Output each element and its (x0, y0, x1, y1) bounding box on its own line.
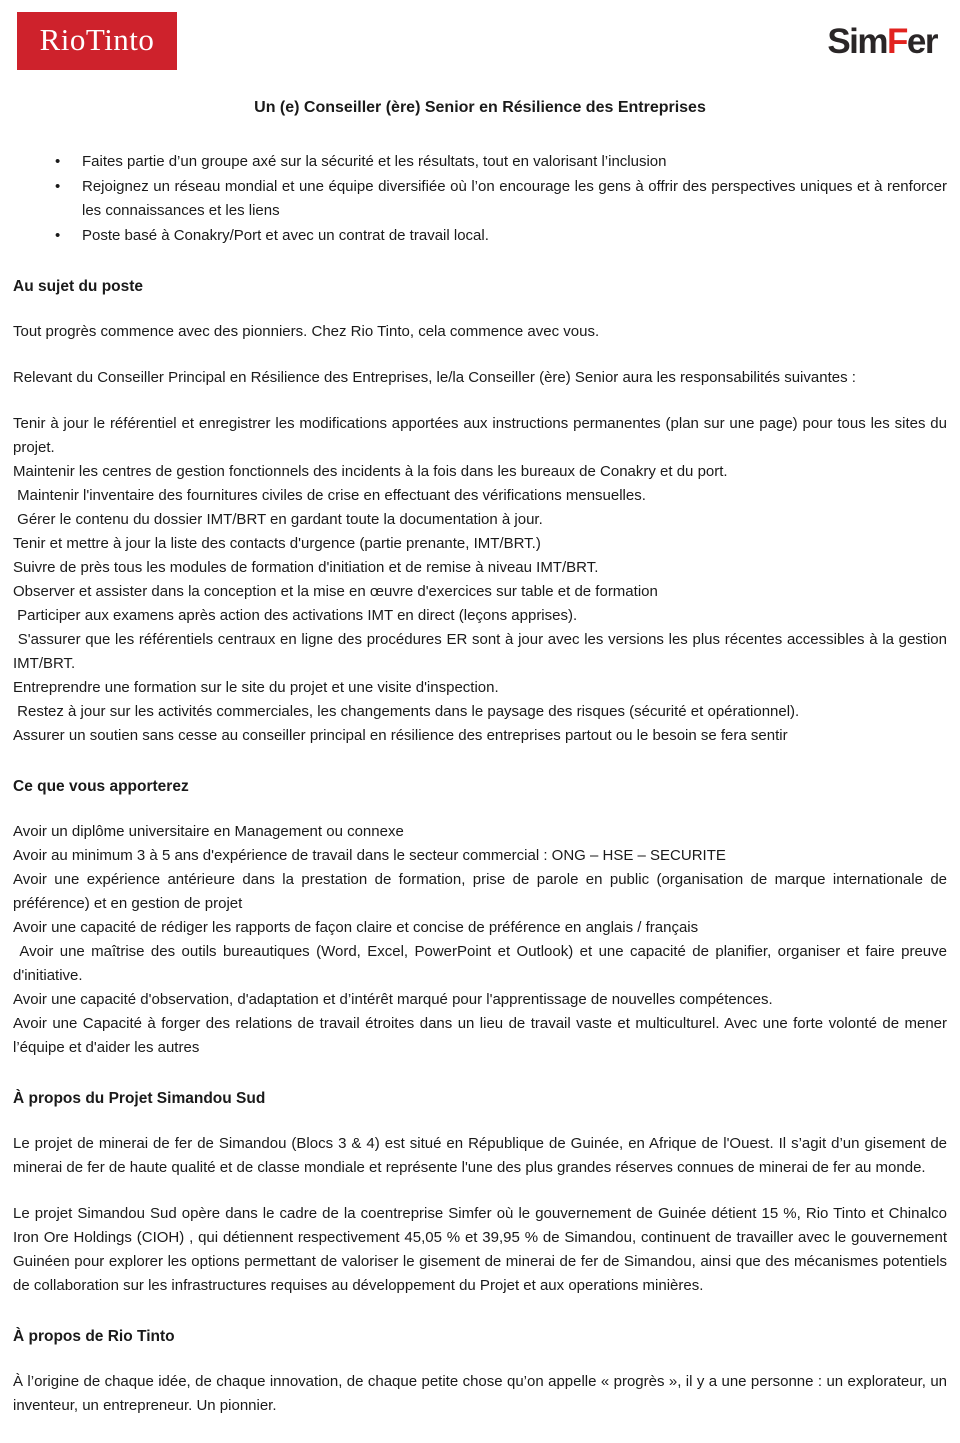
section-heading-about-rio-tinto: À propos de Rio Tinto (13, 1328, 175, 1345)
intro-bullet-list (13, 150, 947, 248)
simfer-logo (827, 24, 937, 59)
list-item: • Poste basé à Conakry/Port et avec un contrat de travail local. (13, 224, 947, 248)
simfer-logo-text-f: F (887, 22, 907, 61)
paragraph: Tout progrès commence avec des pionniers. Chez Rio Tinto, cela commence avec vous. (13, 323, 600, 340)
page-title: Un (e) Conseiller (ère) Senior en Résilience des Entreprises (254, 99, 706, 116)
paragraph: À l’origine de chaque idée, de chaque innovation, de chaque petite chose qu’on appelle « progrès », il y a une personne : un explorateur, un inventeur, un entrepreneur. Un pionnier. (13, 1373, 947, 1414)
qualification-line: Avoir une expérience antérieure dans la prestation de formation, prise de parole en public (organisation de marque internationale de préférence) et en gestion de projet (13, 871, 947, 912)
document-header (17, 12, 943, 70)
responsibility-line: Gérer le contenu du dossier IMT/BRT en gardant toute la documentation à jour. (13, 511, 543, 528)
qualification-line: Avoir au minimum 3 à 5 ans d'expérience de travail dans le secteur commercial : ONG – HSE – SECURITE (13, 847, 726, 864)
responsibility-line: Tenir à jour le référentiel et enregistrer les modifications apportées aux instructions permanentes (plan sur une page) pour tous les sites du projet. (13, 415, 947, 456)
responsibilities-list (13, 412, 947, 748)
responsibility-line: Entreprendre une formation sur le site du projet et une visite d'inspection. (13, 679, 499, 696)
paragraph: Le projet Simandou Sud opère dans le cadre de la coentreprise Simfer où le gouvernement de Guinée détient 15 %, Rio Tinto et Chinalco Iron Ore Holdings (CIOH) , qui détiennent respectivement 45,05 % et 39,95 % de Simandou, continuent de travailler avec le gouvernement Guinéen pour explorer les options permettant de valoriser le gisement de minerai de fer de Simandou, ainsi que des mécanismes potentiels de collaboration sur les infrastructures requises au développement du Projet et aux operations minières. (13, 1205, 947, 1294)
responsibility-line: Restez à jour sur les activités commerciales, les changements dans le paysage des risques (sécurité et opérationnel). (13, 703, 800, 720)
qualifications-list (13, 820, 947, 1060)
responsibility-line: Participer aux examens après action des activations IMT en direct (leçons apprises). (13, 607, 578, 624)
responsibility-line: Tenir et mettre à jour la liste des contacts d'urgence (partie prenante, IMT/BRT.) (13, 535, 541, 552)
list-item: • Rejoignez un réseau mondial et une équipe diversifiée où l’on encourage les gens à offrir des perspectives uniques et à renforcer les connaissances et les liens (13, 175, 947, 223)
responsibility-line: Suivre de près tous les modules de formation d'initiation et de remise à niveau IMT/BRT. (13, 559, 599, 576)
section-heading-what-you-bring: Ce que vous apporterez (13, 778, 189, 795)
section-heading-about-project: À propos du Projet Simandou Sud (13, 1090, 266, 1107)
simfer-logo-text-er: er (906, 22, 937, 61)
qualification-line: Avoir un diplôme universitaire en Management ou connexe (13, 823, 404, 840)
paragraph: Le projet de minerai de fer de Simandou (Blocs 3 & 4) est situé en République de Guinée, en Afrique de l'Ouest. Il s’agit d’un gisement de minerai de fer de haute qualité et de classe mondiale et représente l'une des plus grandes réserves connues de minerai de fer au monde. (13, 1135, 947, 1176)
qualification-line: Avoir une Capacité à forger des relations de travail étroites dans un lieu de travail vaste et multiculturel. Avec une forte volonté de mener l’équipe et d'aider les autres (13, 1015, 947, 1056)
qualification-line: Avoir une capacité d'observation, d'adaptation et d’intérêt marqué pour l'apprentissage de nouvelles compétences. (13, 991, 773, 1008)
responsibility-line: Maintenir les centres de gestion fonctionnels des incidents à la fois dans les bureaux de Conakry et du port. (13, 463, 728, 480)
responsibility-line: S'assurer que les référentiels centraux en ligne des procédures ER sont à jour avec les versions les plus récentes accessibles à la gestion IMT/BRT. (13, 631, 947, 672)
responsibility-line: Maintenir l'inventaire des fournitures civiles de crise en effectuant des vérifications mensuelles. (13, 487, 646, 504)
responsibility-line: Assurer un soutien sans cesse au conseiller principal en résilience des entreprises partout ou le besoin se fera sentir (13, 727, 788, 744)
list-item: • Faites partie d’un groupe axé sur la sécurité et les résultats, tout en valorisant l’inclusion (13, 150, 947, 174)
simfer-logo-text-sim: Sim (827, 22, 888, 61)
qualification-line: Avoir une maîtrise des outils bureautiques (Word, Excel, PowerPoint et Outlook) et une capacité de planifier, organiser et faire preuve d'initiative. (13, 943, 947, 984)
section-heading-about-role: Au sujet du poste (13, 278, 144, 295)
rio-tinto-logo-text: RioTinto (39, 22, 155, 57)
responsibility-line: Observer et assister dans la conception et la mise en œuvre d'exercices sur table et de formation (13, 583, 658, 600)
rio-tinto-logo (17, 12, 177, 70)
qualification-line: Avoir une capacité de rédiger les rapports de façon claire et concise de préférence en anglais / français (13, 919, 699, 936)
paragraph: Relevant du Conseiller Principal en Résilience des Entreprises, le/la Conseiller (ère) Senior aura les responsabilités suivantes : (13, 369, 856, 386)
